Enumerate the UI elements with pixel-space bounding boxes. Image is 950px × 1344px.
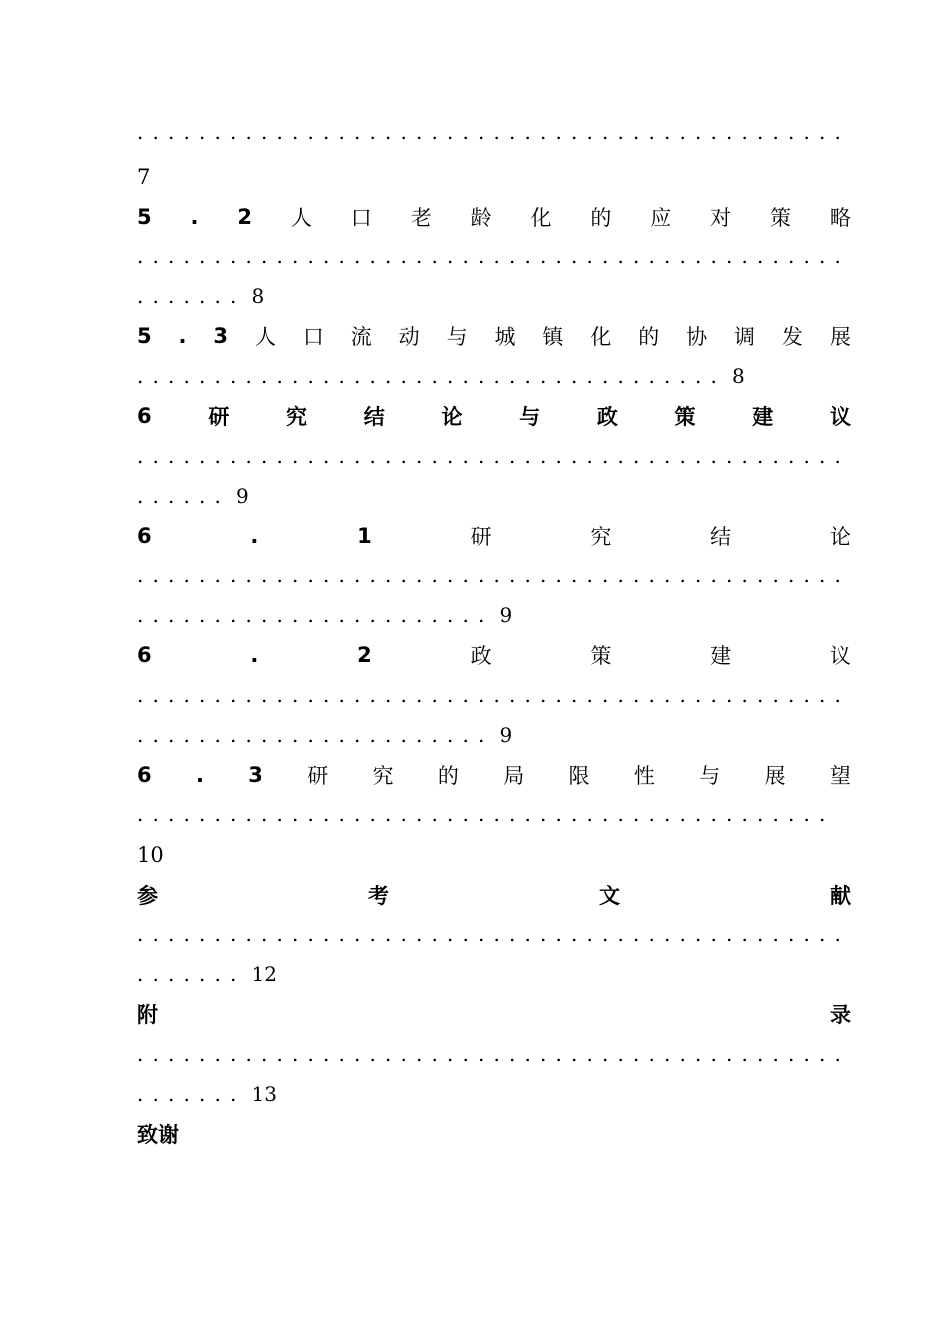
toc-title-char: . (190, 205, 199, 229)
toc-entry-6-3-page (137, 835, 851, 875)
toc-title-char: 对 (710, 206, 732, 230)
toc-page-num: 10 (137, 843, 164, 867)
toc-title-char: 究 (286, 405, 308, 429)
toc-title-char: 5 (137, 324, 152, 348)
toc-title-char: 龄 (470, 206, 492, 230)
toc-title-char: 调 (734, 325, 756, 349)
toc-title-char: 略 (829, 206, 851, 230)
toc-page-num: 9 (499, 723, 513, 747)
toc-title-char: . (195, 763, 204, 787)
toc-title-char: 望 (829, 764, 851, 788)
toc-entry-5-2-title[interactable] (137, 197, 851, 237)
toc-entry-5-2-leader-end: . . . . . . . 8 (137, 284, 265, 308)
toc-entry-6-title[interactable] (137, 396, 851, 436)
toc-entry-6-3-title[interactable] (137, 755, 851, 795)
toc-entry-6-2-leader-end: . . . . . . . . . . . . . . . . . . . . . . . 9 (137, 723, 513, 747)
toc-entry-acknowledgements-label: 致谢 (137, 1123, 179, 1147)
toc-title-char: 协 (686, 325, 708, 349)
toc-entry-references-title[interactable] (137, 875, 851, 915)
toc-entry-6-1-title[interactable] (137, 516, 851, 556)
toc-title-char: 建 (710, 644, 732, 668)
toc-title-char: 人 (290, 206, 312, 230)
toc-title-char: 论 (441, 405, 463, 429)
toc-entry-appendix-leader-end: . . . . . . . 13 (137, 1082, 277, 1106)
toc-title-char: 口 (302, 325, 324, 349)
toc-title-char: 镇 (542, 325, 564, 349)
toc-title-char: 与 (519, 405, 541, 429)
toc-title-char: . (250, 524, 259, 548)
toc-title-char: 口 (350, 206, 372, 230)
toc-title-char: 政 (596, 405, 618, 429)
toc-title-char: 与 (446, 325, 468, 349)
toc-title-char: 化 (530, 206, 552, 230)
toc-title-char: 研 (470, 525, 492, 549)
toc-title-char: 考 (368, 884, 389, 908)
toc-page-num: 7 (137, 165, 151, 189)
toc-title-char: 附 (137, 1003, 158, 1027)
toc-page-num: 13 (251, 1082, 277, 1106)
toc-title-char: 2 (357, 643, 372, 667)
toc-entry-5-3-title[interactable] (137, 316, 851, 356)
toc-title-char: 发 (781, 325, 803, 349)
toc-title-char: 城 (494, 325, 516, 349)
toc-entry-appendix-leader: . . . . . . . . . . . . . . . . . . . . . . . . . . . . . . . . . . . . . . . . . . . . . . (137, 1042, 841, 1066)
toc-title-char: 议 (829, 644, 851, 668)
toc-entry-6-2-leader: . . . . . . . . . . . . . . . . . . . . . . . . . . . . . . . . . . . . . . . . . . . . . . (137, 683, 841, 707)
toc-page-num: 9 (499, 603, 513, 627)
toc-entry-5-2-leader: . . . . . . . . . . . . . . . . . . . . . . . . . . . . . . . . . . . . . . . . . . . . . . (137, 244, 841, 268)
toc-title-char: 6 (137, 763, 152, 787)
toc-title-char: 的 (638, 325, 660, 349)
toc-entry-6-1-leader-end: . . . . . . . . . . . . . . . . . . . . . . . 9 (137, 603, 513, 627)
toc-title-char: 老 (410, 206, 432, 230)
toc-title-char: 6 (137, 404, 152, 428)
toc-title-char: 政 (470, 644, 492, 668)
toc-title-char: 究 (590, 525, 612, 549)
toc-title-char: 3 (213, 324, 229, 348)
toc-title-char: 化 (590, 325, 612, 349)
toc-title-char: 策 (770, 206, 792, 230)
toc-title-char: 局 (503, 764, 525, 788)
toc-title-char: 文 (599, 884, 620, 908)
toc-title-char: 录 (830, 1003, 851, 1027)
toc-entry-appendix-title[interactable] (137, 994, 851, 1034)
toc-title-char: 策 (590, 644, 612, 668)
toc-entry-references-leader-end: . . . . . . . 12 (137, 962, 277, 986)
toc-title-char: 论 (829, 525, 851, 549)
toc-page-num: 12 (251, 962, 277, 986)
toc-title-char: 应 (650, 206, 672, 230)
toc-title-char: 2 (237, 205, 253, 229)
toc-title-char: 性 (633, 764, 655, 788)
toc-title-char: 限 (568, 764, 590, 788)
toc-title-char: 的 (437, 764, 459, 788)
toc-entry-6-2-title[interactable] (137, 635, 851, 675)
toc-title-char: 研 (208, 405, 230, 429)
toc-entry-6-leader-end: . . . . . . 9 (137, 484, 249, 508)
toc-entry-5-3-leader: . . . . . . . . . . . . . . . . . . . . . . . . . . . . . . . . . . . . . . 8 (137, 364, 745, 388)
toc-title-char: 建 (752, 405, 774, 429)
toc-entry-6-1-leader: . . . . . . . . . . . . . . . . . . . . . . . . . . . . . . . . . . . . . . . . . . . . . . (137, 563, 841, 587)
toc-title-char: 6 (137, 524, 152, 548)
toc-title-char: 结 (710, 525, 732, 549)
toc-title-char: . (250, 643, 259, 667)
toc-title-char: 展 (764, 764, 786, 788)
toc-entry-6-3-leader: . . . . . . . . . . . . . . . . . . . . . . . . . . . . . . . . . . . . . . . . . . . . . (137, 802, 826, 826)
toc-title-char: 与 (699, 764, 721, 788)
toc-page-number (137, 157, 851, 197)
toc-title-char: 动 (398, 325, 420, 349)
toc-title-char: 展 (829, 325, 851, 349)
toc-entry-references-leader: . . . . . . . . . . . . . . . . . . . . . . . . . . . . . . . . . . . . . . . . . . . . . . (137, 922, 841, 946)
toc-title-char: 结 (363, 405, 385, 429)
toc-page-num: 9 (236, 484, 249, 508)
toc-title-char: 研 (307, 764, 329, 788)
toc-title-char: 议 (829, 405, 851, 429)
toc-title-char: 究 (372, 764, 394, 788)
toc-title-char: 策 (674, 405, 696, 429)
toc-title-char: 流 (350, 325, 372, 349)
toc-title-char: 5 (137, 205, 152, 229)
toc-page-num: 8 (251, 284, 265, 308)
toc-title-char: 1 (357, 524, 372, 548)
toc-leader-dots: . . . . . . . . . . . . . . . . . . . . . . . . . . . . . . . . . . . . . . . . . . . . . . (137, 120, 841, 144)
toc-title-char: 3 (248, 763, 263, 787)
toc-title-char: 参 (137, 884, 158, 908)
toc-title-char: . (178, 324, 187, 348)
toc-title-char: 人 (254, 325, 276, 349)
toc-entry-acknowledgements[interactable] (137, 1114, 851, 1154)
toc-title-char: 6 (137, 643, 152, 667)
toc-page-num: 8 (732, 364, 745, 388)
toc-entry-6-leader: . . . . . . . . . . . . . . . . . . . . . . . . . . . . . . . . . . . . . . . . . . . . . . (137, 444, 841, 468)
toc-title-char: 的 (590, 206, 612, 230)
toc-title-char: 献 (830, 884, 851, 908)
